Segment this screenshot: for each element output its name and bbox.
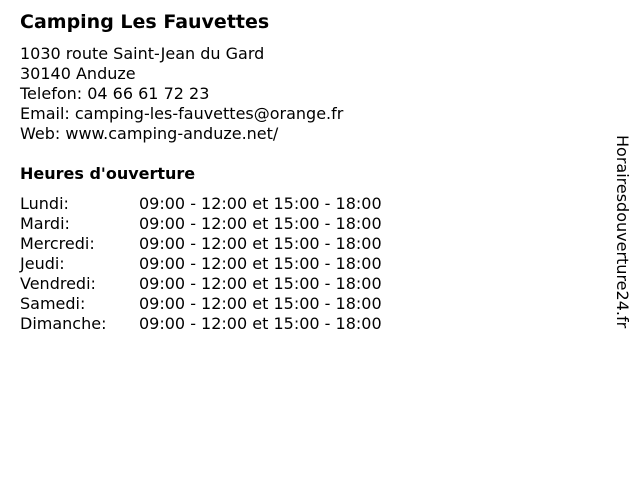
email-line: Email: camping-les-fauvettes@orange.fr xyxy=(20,104,344,123)
time-value: 09:00 - 12:00 et 15:00 - 18:00 xyxy=(139,314,382,333)
day-label: Lundi: xyxy=(20,194,69,213)
time-value: 09:00 - 12:00 et 15:00 - 18:00 xyxy=(139,234,382,253)
hours-row-saturday xyxy=(20,294,382,314)
day-label: Vendredi: xyxy=(20,274,96,293)
day-label: Jeudi: xyxy=(20,254,65,273)
watermark-text: Horairesdouverture24.fr xyxy=(613,135,632,329)
hours-row-tuesday xyxy=(20,214,382,234)
business-name: Camping Les Fauvettes xyxy=(20,11,270,33)
day-label: Mardi: xyxy=(20,214,70,233)
day-label: Mercredi: xyxy=(20,234,95,253)
time-value: 09:00 - 12:00 et 15:00 - 18:00 xyxy=(139,274,382,293)
hours-row-thursday xyxy=(20,254,382,274)
hours-heading: Heures d'ouverture xyxy=(20,164,196,183)
hours-list xyxy=(20,194,382,334)
address-city: 30140 Anduze xyxy=(20,64,136,83)
day-label: Dimanche: xyxy=(20,314,107,333)
hours-row-friday xyxy=(20,274,382,294)
watermark xyxy=(612,135,632,370)
address-street: 1030 route Saint-Jean du Gard xyxy=(20,44,265,63)
time-value: 09:00 - 12:00 et 15:00 - 18:00 xyxy=(139,254,382,273)
time-value: 09:00 - 12:00 et 15:00 - 18:00 xyxy=(139,214,382,233)
hours-row-sunday xyxy=(20,314,382,334)
hours-row-wednesday xyxy=(20,234,382,254)
hours-row-monday xyxy=(20,194,382,214)
time-value: 09:00 - 12:00 et 15:00 - 18:00 xyxy=(139,194,382,213)
day-label: Samedi: xyxy=(20,294,86,313)
contact-block xyxy=(20,44,343,144)
phone-line: Telefon: 04 66 61 72 23 xyxy=(20,84,210,103)
web-line: Web: www.camping-anduze.net/ xyxy=(20,124,279,143)
time-value: 09:00 - 12:00 et 15:00 - 18:00 xyxy=(139,294,382,313)
